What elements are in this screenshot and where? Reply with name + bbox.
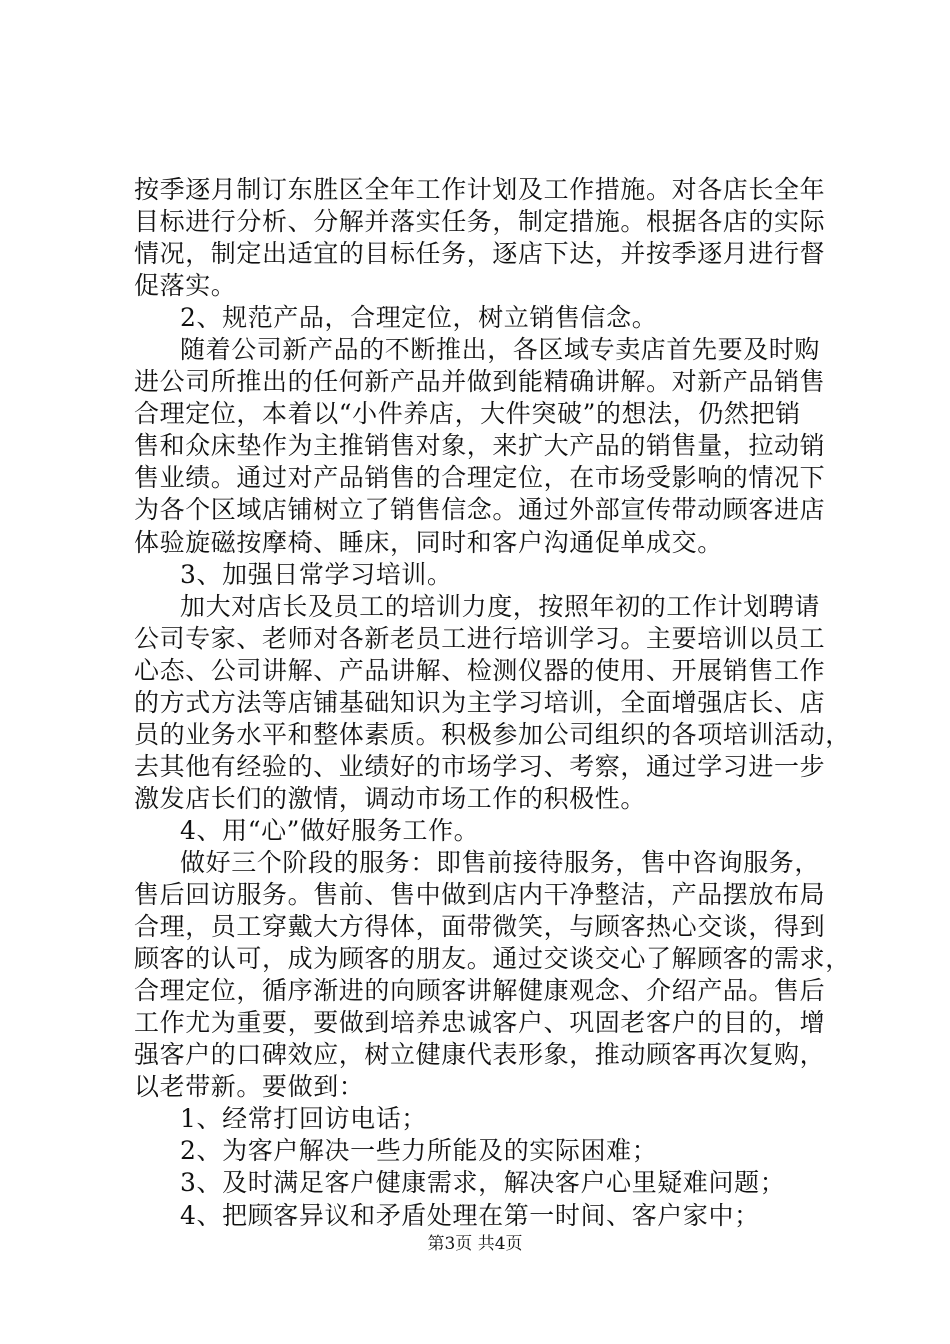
text-line: 目标进行分析、分解并落实任务，制定措施。根据各店的实际 — [134, 207, 826, 237]
page-footer: 第3页 共4页 — [427, 1234, 523, 1254]
text-line: 3、及时满足客户健康需求，解决客户心里疑难问题； — [180, 1168, 786, 1198]
text-line: 4、用“心”做好服务工作。 — [180, 815, 480, 845]
text-line: 心态、公司讲解、产品讲解、检测仪器的使用、开展销售工作 — [134, 655, 826, 685]
text-line: 员的业务水平和整体素质。积极参加公司组织的各项培训活动， — [134, 719, 851, 749]
text-line: 随着公司新产品的不断推出，各区域专卖店首先要及时购 — [180, 335, 821, 365]
text-line: 公司专家、老师对各新老员工进行培训学习。主要培训以员工 — [134, 623, 826, 653]
text-line: 合理，员工穿戴大方得体，面带微笑，与顾客热心交谈，得到 — [134, 912, 826, 942]
text-line: 合理定位，本着以“小件养店，大件突破”的想法，仍然把销 — [134, 399, 801, 429]
text-line: 1、经常打回访电话； — [180, 1104, 427, 1134]
text-line: 促落实。 — [134, 271, 237, 301]
text-line: 的方式方法等店铺基础知识为主学习培训，全面增强店长、店 — [134, 687, 826, 717]
text-line: 进公司所推出的任何新产品并做到能精确讲解。对新产品销售 — [134, 367, 826, 397]
document-body — [134, 174, 854, 1232]
text-line: 做好三个阶段的服务：即售前接待服务，售中咨询服务， — [180, 847, 821, 877]
text-line: 按季逐月制订东胜区全年工作计划及工作措施。对各店长全年 — [134, 175, 826, 204]
text-line: 2、规范产品，合理定位，树立销售信念。 — [180, 303, 658, 333]
text-line: 4、把顾客异议和矛盾处理在第一时间、客户家中； — [180, 1200, 760, 1230]
text-line: 以老带新。要做到： — [134, 1072, 365, 1102]
text-line: 强客户的口碑效应，树立健康代表形象，推动顾客再次复购， — [134, 1040, 826, 1070]
text-line: 合理定位，循序渐进的向顾客讲解健康观念、介绍产品。售后 — [134, 976, 826, 1006]
text-line: 去其他有经验的、业绩好的市场学习、考察，通过学习进一步 — [134, 751, 826, 781]
text-line: 工作尤为重要，要做到培养忠诚客户、巩固老客户的目的，增 — [134, 1008, 826, 1038]
text-line: 情况，制定出适宜的目标任务，逐店下达，并按季逐月进行督 — [134, 239, 826, 269]
text-line: 售业绩。通过对产品销售的合理定位，在市场受影响的情况下 — [134, 463, 826, 493]
text-line: 顾客的认可，成为顾客的朋友。通过交谈交心了解顾客的需求， — [134, 944, 851, 974]
text-line: 3、加强日常学习培训。 — [180, 559, 453, 589]
text-line: 体验旋磁按摩椅、睡床，同时和客户沟通促单成交。 — [134, 527, 723, 557]
text-line: 加大对店长及员工的培训力度，按照年初的工作计划聘请 — [180, 591, 821, 621]
text-line: 售和众床垫作为主推销售对象，来扩大产品的销售量，拉动销 — [134, 431, 826, 461]
text-line: 激发店长们的激情，调动市场工作的积极性。 — [134, 783, 647, 813]
text-line: 为各个区域店铺树立了销售信念。通过外部宣传带动顾客进店 — [134, 495, 826, 525]
text-line: 售后回访服务。售前、售中做到店内干净整洁，产品摆放布局 — [134, 880, 826, 910]
text-line: 2、为客户解决一些力所能及的实际困难； — [180, 1136, 658, 1166]
